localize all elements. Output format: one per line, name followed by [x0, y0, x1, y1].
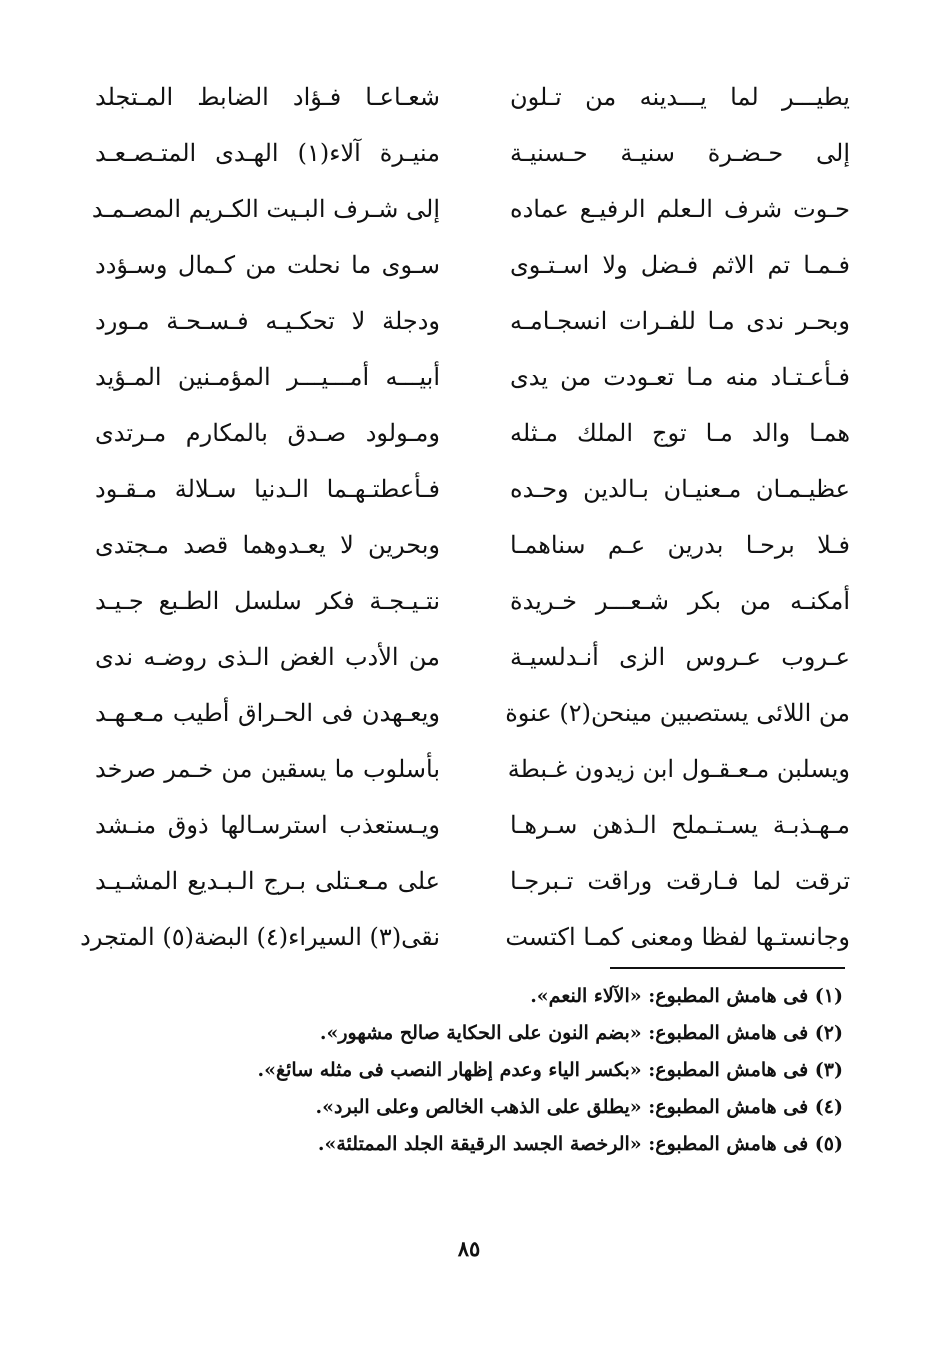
verse-line	[95, 238, 850, 292]
verse-line	[95, 742, 850, 796]
footnote-3: (٣) فى هامش المطبوع: «بكسر الياء وعدم إظهار النصب فى مثله سائغ».	[257, 1059, 843, 1081]
verse-first-hemistich: همـا والد مـا توج الملك مـثله	[510, 419, 850, 447]
verse-first-hemistich: فـمـا تم الاثم فـضل ولا اسـتـوى	[510, 251, 850, 279]
verse-first-hemistich: يطيـــر لما يـــدينه من تـلون	[510, 83, 850, 111]
verse-first-hemistich: أمكنـه من بكر شـعـــر خـريدة	[510, 587, 850, 615]
verse-first-hemistich: فـلا برحـا بدرين عـم سناهمـا	[510, 531, 850, 559]
verse-line	[95, 518, 850, 572]
verse-first-hemistich: مـهـذبـة يسـتـملح الـذهن سـرهـا	[510, 811, 850, 839]
poem-body	[80, 70, 850, 970]
verse-line	[95, 126, 850, 180]
verse-second-hemistich: ودجلة لا تحكـيـه فـسـحـة مـورد	[95, 307, 440, 335]
verse-second-hemistich: ويعـهدن فى الحـراق أطيب مـعـهـد	[95, 699, 440, 727]
verse-line	[95, 574, 850, 628]
verse-first-hemistich: إلى حـضـرة سنيـة حـسنيـة	[510, 139, 850, 167]
verse-line	[95, 686, 850, 740]
footnote-separator-rule	[610, 967, 845, 969]
verse-second-hemistich: إلى شـرف البـيت الكـريم المصـمـد	[91, 195, 440, 223]
verse-line	[95, 294, 850, 348]
verse-second-hemistich: منيـرة آلاء(١) الهـدى المتـصـعـد	[95, 139, 440, 167]
verse-second-hemistich: بأسلوب ما يسقين من خـمر صرخد	[95, 755, 440, 783]
footnote-1: (١) فى هامش المطبوع: «الآلاء النعم».	[530, 985, 843, 1007]
verse-second-hemistich: من الأدب الغض الـذى روضـه ندى	[95, 643, 440, 671]
footnotes	[143, 978, 843, 1163]
verse-line	[91, 182, 850, 236]
verse-line	[95, 70, 850, 124]
verse-line	[95, 462, 850, 516]
verse-second-hemistich: نتـيـجـة فكر سلسل الطـبع جـيـد	[95, 587, 440, 615]
verse-second-hemistich: فـأعطتـهـما الـدنيا سـلالة مـقـود	[95, 475, 440, 503]
verse-line	[95, 798, 850, 852]
footnote-5: (٥) فى هامش المطبوع: «الرخصة الجسد الرقيقة الجلد الممتلئة».	[317, 1133, 843, 1155]
verse-first-hemistich: ترقت لما فـارقت وراقت تـبرجـا	[510, 867, 850, 895]
verse-second-hemistich: نقى(٣) السيراء(٤) البضة(٥) المتجرد	[80, 923, 440, 951]
verse-second-hemistich: أبيـــه أمـــيـــر المؤمـنين المـؤيد	[95, 363, 440, 391]
verse-second-hemistich: وبحرين لا يعـدوهما قصد مـجتدى	[95, 531, 440, 559]
verse-first-hemistich: وجانستـها لفظا ومعنى كمـا اكتست	[505, 923, 850, 951]
verse-first-hemistich: عظيـمـان مـعنيـان بـالدين وحـده	[510, 475, 850, 503]
verse-first-hemistich: ويسلبن مـعـقـول ابن زيدون غـبطة	[507, 755, 850, 783]
verse-second-hemistich: ومـولود صـدق بالمكارم مـرتدى	[95, 419, 440, 447]
verse-first-hemistich: فـأعـتـاد منه مـا تعـودت من يدى	[510, 363, 850, 391]
verse-first-hemistich: عـروب عـروس الزى أنـدلسيـة	[510, 643, 850, 671]
verse-second-hemistich: ويـستعذب استرسـالها ذوق منـشد	[95, 811, 440, 839]
verse-first-hemistich: وبحـر ندى مـا للفـرات انسجـامـه	[510, 307, 850, 335]
verse-first-hemistich: حـوت شرف الـعلم الرفيـع عماده	[510, 195, 850, 223]
page-number: ٨٥	[457, 1236, 481, 1261]
verse-first-hemistich: من اللائى يستصبين مينحن(٢) عنوة	[505, 699, 850, 727]
verse-line	[95, 406, 850, 460]
footnote-2: (٢) فى هامش المطبوع: «بضم النون على الحكاية صالح مشهور».	[319, 1022, 843, 1044]
verse-line	[95, 630, 850, 684]
verse-line	[95, 350, 850, 404]
verse-second-hemistich: شعـاعـا فـؤاد الضابط المـتجلد	[95, 83, 440, 111]
footnote-4: (٤) فى هامش المطبوع: «يطلق على الذهب الخالص وعلى البرد».	[315, 1096, 843, 1118]
verse-line	[80, 910, 850, 964]
verse-line	[95, 854, 850, 908]
verse-second-hemistich: على مـعـتلى بـرج الـبـديع المشـيـد	[95, 867, 440, 895]
verse-second-hemistich: سـوى ما نحلت من كـمال وسـؤدد	[95, 251, 440, 279]
